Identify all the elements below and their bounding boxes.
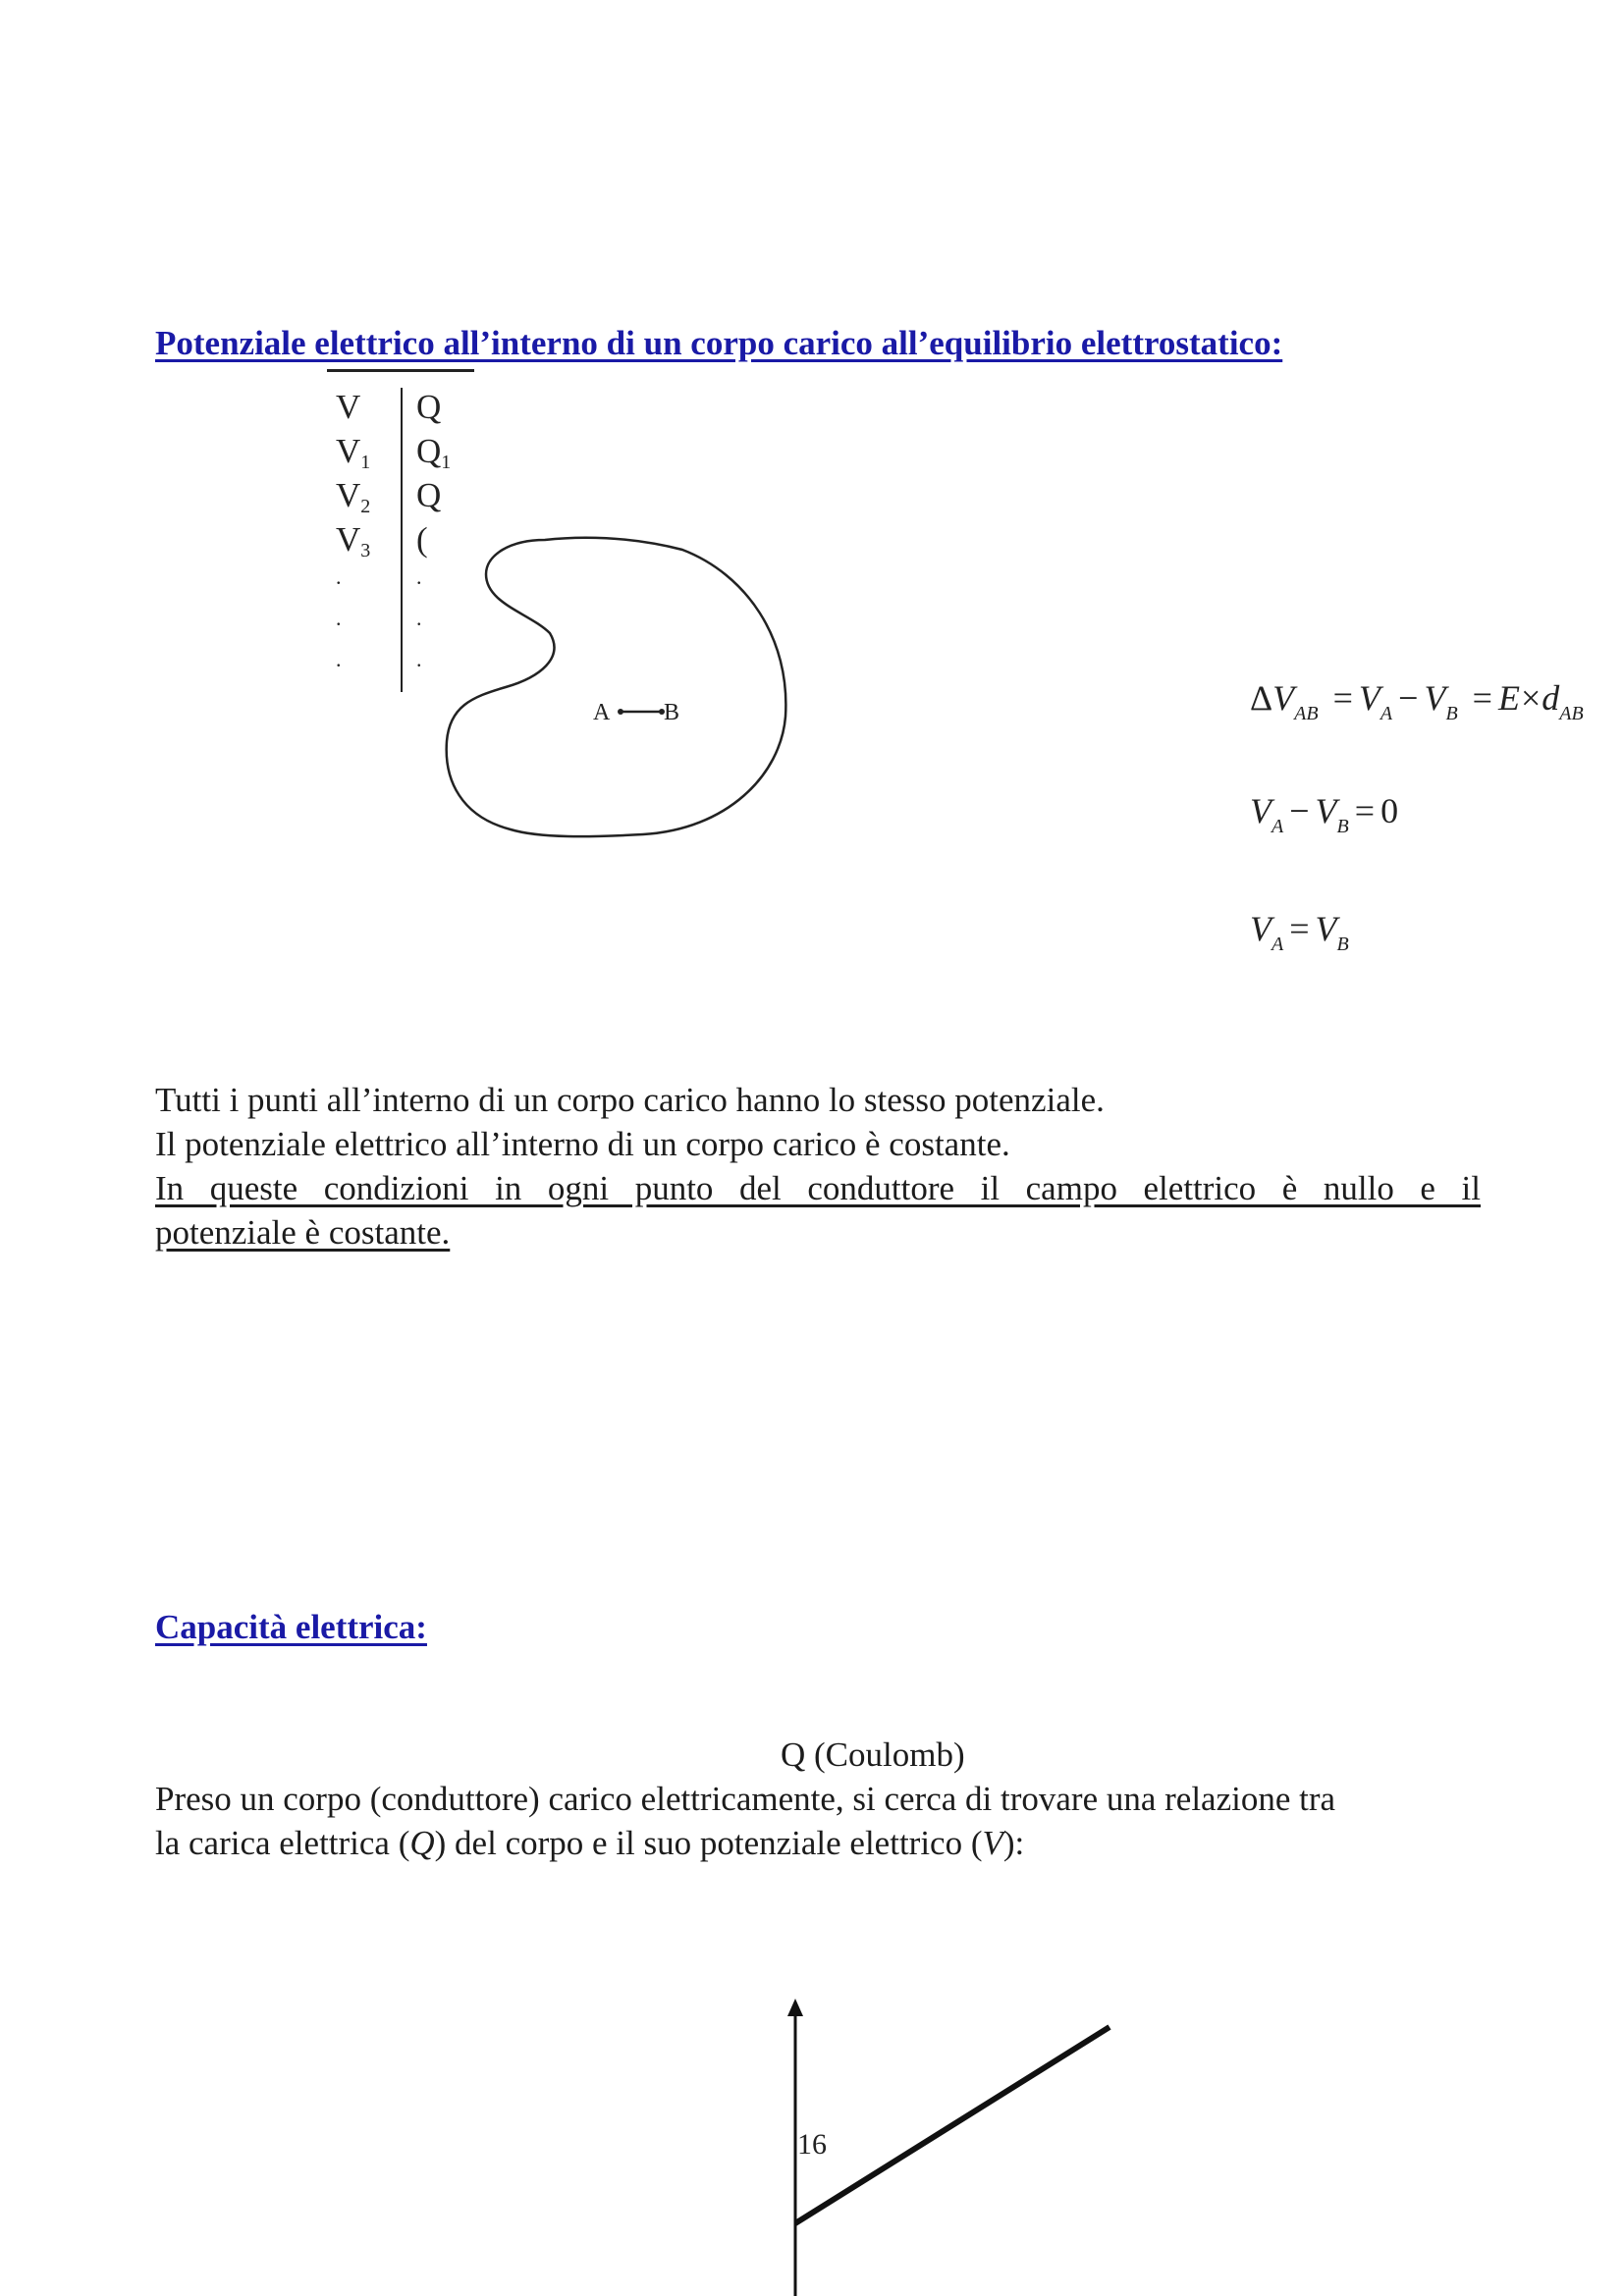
paragraph-line	[155, 1821, 1530, 1865]
graph-tick-label: 16	[797, 2128, 827, 2161]
table-row	[336, 647, 342, 672]
y-axis-arrow-icon	[787, 1999, 803, 2016]
table-row	[336, 564, 342, 590]
point-a-label: A	[593, 700, 611, 725]
eq-symbol: V	[1424, 678, 1446, 718]
equation-delta-v	[1250, 677, 1584, 725]
text-run: ):	[1002, 1824, 1025, 1862]
q-cell: (	[416, 520, 428, 559]
table-row	[416, 647, 422, 672]
table-row	[336, 520, 370, 562]
paragraph-line: potenziale è costante.	[155, 1213, 451, 1252]
paragraph-line: Il potenziale elettrico all’interno di un corpo carico è costante.	[155, 1125, 1010, 1163]
point-b-label: B	[664, 700, 680, 725]
q-v-line	[795, 2027, 1109, 2223]
eq-symbol: −	[1289, 791, 1310, 830]
eq-sub: AB	[1559, 703, 1584, 724]
eq-symbol: V	[1315, 909, 1337, 948]
q-v-graph	[766, 1993, 1139, 2296]
eq-symbol: V	[1250, 791, 1271, 830]
table-row	[416, 520, 428, 560]
eq-symbol: V	[1272, 678, 1295, 718]
v-sub: 2	[360, 496, 371, 517]
q-cell: .	[416, 564, 422, 589]
v-cell: V	[336, 432, 361, 470]
v-cell: .	[336, 564, 342, 589]
eq-symbol: =	[1354, 791, 1376, 830]
v-cell: V	[336, 476, 361, 514]
eq-sub: B	[1336, 934, 1349, 955]
v-sub: 1	[360, 452, 371, 473]
q-cell: Q	[416, 388, 442, 426]
equation-va-equals-vb	[1250, 908, 1349, 956]
table-row	[336, 476, 370, 518]
eq-sub: A	[1271, 816, 1284, 837]
eq-sub: B	[1445, 703, 1458, 724]
paragraph-line: In queste condizioni in ogni punto del conduttore il campo elettrico è nullo e il	[155, 1169, 1481, 1207]
table-row	[416, 432, 451, 474]
text-run: V	[982, 1824, 1003, 1862]
paragraph-line: Preso un corpo (conduttore) carico elettricamente, si cerca di trovare una relazione tra	[155, 1780, 1336, 1818]
eq-symbol: 0	[1380, 791, 1399, 830]
table-row	[416, 564, 422, 590]
v-cell: V	[336, 388, 361, 426]
table-row	[336, 432, 370, 474]
table-row	[416, 388, 441, 427]
point-a-dot	[618, 709, 623, 715]
eq-sub: A	[1380, 703, 1393, 724]
v-cell: V	[336, 520, 361, 559]
equation-va-minus-vb	[1250, 790, 1398, 838]
paragraph-line: Tutti i punti all’interno di un corpo carico hanno lo stesso potenziale.	[155, 1081, 1105, 1119]
table-row	[416, 606, 422, 631]
table-row	[336, 388, 360, 427]
heading-underline-accent	[327, 369, 474, 372]
paragraph-capacity	[155, 1777, 1530, 1865]
q-cell: .	[416, 647, 422, 671]
section-heading-potential: Potenziale elettrico all’interno di un corpo carico all’equilibrio elettrostatico:	[155, 324, 1283, 362]
text-run: la carica elettrica (	[155, 1824, 410, 1862]
eq-sub: A	[1271, 934, 1284, 955]
eq-symbol: V	[1250, 909, 1271, 948]
eq-symbol: E	[1497, 678, 1520, 718]
paragraph-potential	[155, 1078, 1481, 1255]
eq-symbol: Δ	[1250, 678, 1273, 718]
table-row	[416, 476, 442, 515]
q-cell: .	[416, 606, 422, 630]
conductor-diagram	[432, 530, 805, 844]
blob-mask	[432, 530, 501, 844]
axis-label-q: Q (Coulomb)	[781, 1735, 965, 1774]
q-sub: 1	[441, 452, 452, 473]
eq-sub: AB	[1294, 703, 1319, 724]
eq-symbol: =	[1289, 909, 1310, 948]
eq-sub: B	[1336, 816, 1349, 837]
eq-symbol: V	[1358, 678, 1380, 718]
eq-symbol: V	[1315, 791, 1337, 830]
v-cell: .	[336, 606, 342, 630]
v-sub: 3	[360, 540, 371, 561]
table-row	[336, 606, 342, 631]
v-cell: .	[336, 647, 342, 671]
text-run: ) del corpo e il suo potenziale elettrico (	[434, 1824, 983, 1862]
table-divider	[401, 388, 403, 692]
eq-symbol: ×	[1520, 678, 1542, 718]
eq-symbol: =	[1472, 678, 1492, 718]
q-cell: Q	[416, 476, 442, 514]
q-cell: Q	[416, 432, 442, 470]
eq-symbol: −	[1398, 678, 1419, 718]
section-heading-capacity: Capacità elettrica:	[155, 1608, 427, 1646]
eq-symbol: d	[1542, 678, 1560, 718]
eq-symbol: =	[1332, 678, 1353, 718]
text-run: Q	[409, 1824, 435, 1862]
